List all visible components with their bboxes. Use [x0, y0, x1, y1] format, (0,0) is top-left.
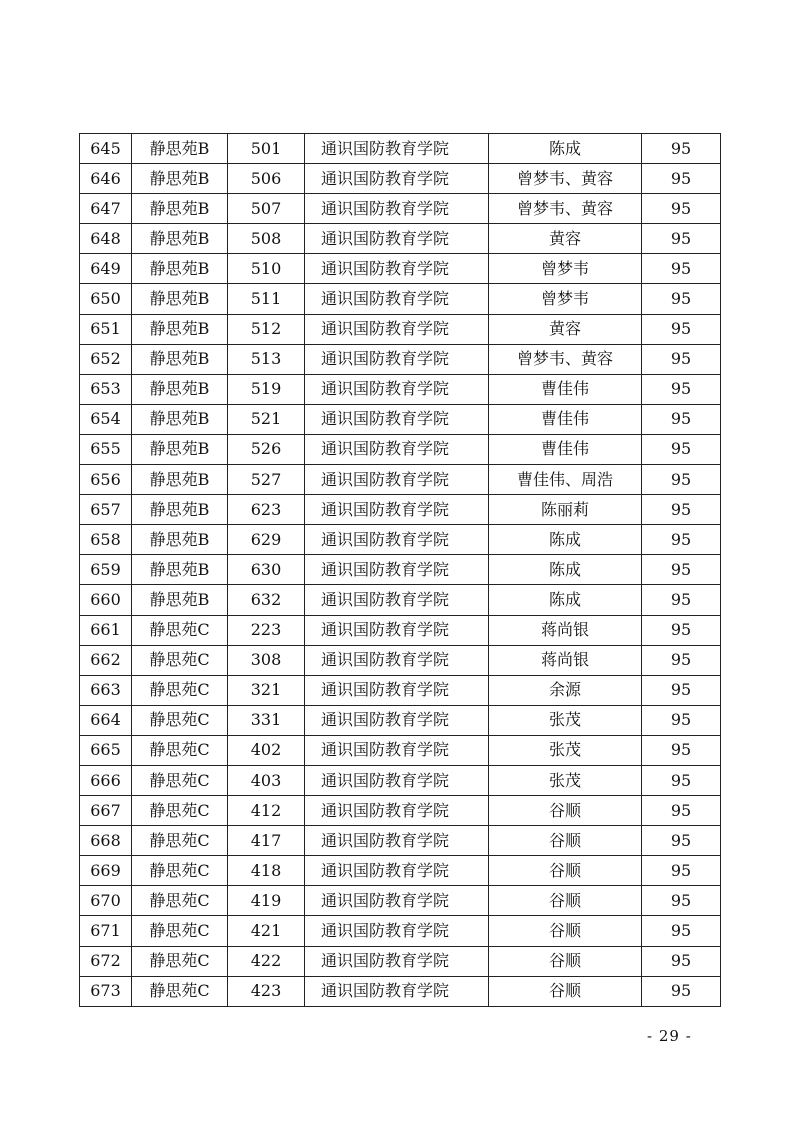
person-cell: 谷顺: [489, 826, 642, 856]
building-cell: 静思苑B: [132, 314, 228, 344]
table-row: [80, 495, 721, 525]
person-cell: 谷顺: [489, 886, 642, 916]
person-cell: 谷顺: [489, 856, 642, 886]
row-number-cell: 650: [80, 284, 132, 314]
college-cell: 通识国防教育学院: [305, 284, 489, 314]
college-cell: 通识国防教育学院: [305, 735, 489, 765]
table-row: [80, 796, 721, 826]
table-row: [80, 916, 721, 946]
building-cell: 静思苑B: [132, 404, 228, 434]
college-cell: 通识国防教育学院: [305, 946, 489, 976]
score-cell: 95: [642, 976, 721, 1006]
table-row: [80, 976, 721, 1006]
building-cell: 静思苑B: [132, 434, 228, 464]
building-cell: 静思苑C: [132, 796, 228, 826]
person-cell: 陈成: [489, 525, 642, 555]
room-cell: 223: [228, 615, 305, 645]
room-cell: 422: [228, 946, 305, 976]
table-body: [80, 134, 721, 1007]
table-row: [80, 735, 721, 765]
score-cell: 95: [642, 164, 721, 194]
row-number-cell: 652: [80, 344, 132, 374]
room-cell: 308: [228, 645, 305, 675]
college-cell: 通识国防教育学院: [305, 344, 489, 374]
person-cell: 曹佳伟: [489, 404, 642, 434]
person-cell: 谷顺: [489, 916, 642, 946]
room-cell: 623: [228, 495, 305, 525]
room-cell: 402: [228, 735, 305, 765]
room-cell: 526: [228, 434, 305, 464]
building-cell: 静思苑B: [132, 374, 228, 404]
table-row: [80, 886, 721, 916]
person-cell: 蒋尚银: [489, 615, 642, 645]
building-cell: 静思苑C: [132, 886, 228, 916]
person-cell: 陈丽莉: [489, 495, 642, 525]
building-cell: 静思苑C: [132, 615, 228, 645]
person-cell: 陈成: [489, 555, 642, 585]
room-cell: 510: [228, 254, 305, 284]
person-cell: 张茂: [489, 765, 642, 795]
person-cell: 曾梦韦: [489, 254, 642, 284]
table-row: [80, 314, 721, 344]
row-number-cell: 668: [80, 826, 132, 856]
row-number-cell: 661: [80, 615, 132, 645]
college-cell: 通识国防教育学院: [305, 645, 489, 675]
building-cell: 静思苑C: [132, 856, 228, 886]
college-cell: 通识国防教育学院: [305, 796, 489, 826]
table-row: [80, 224, 721, 254]
row-number-cell: 666: [80, 765, 132, 795]
room-cell: 501: [228, 134, 305, 164]
score-cell: 95: [642, 615, 721, 645]
person-cell: 曹佳伟: [489, 374, 642, 404]
score-cell: 95: [642, 314, 721, 344]
room-cell: 418: [228, 856, 305, 886]
table-row: [80, 856, 721, 886]
score-cell: 95: [642, 826, 721, 856]
score-cell: 95: [642, 765, 721, 795]
row-number-cell: 664: [80, 705, 132, 735]
college-cell: 通识国防教育学院: [305, 495, 489, 525]
college-cell: 通识国防教育学院: [305, 675, 489, 705]
table-row: [80, 434, 721, 464]
building-cell: 静思苑C: [132, 946, 228, 976]
room-cell: 527: [228, 465, 305, 495]
room-cell: 512: [228, 314, 305, 344]
row-number-cell: 654: [80, 404, 132, 434]
table-row: [80, 615, 721, 645]
college-cell: 通识国防教育学院: [305, 164, 489, 194]
college-cell: 通识国防教育学院: [305, 585, 489, 615]
table-row: [80, 585, 721, 615]
room-cell: 412: [228, 796, 305, 826]
building-cell: 静思苑B: [132, 254, 228, 284]
room-cell: 419: [228, 886, 305, 916]
row-number-cell: 649: [80, 254, 132, 284]
row-number-cell: 645: [80, 134, 132, 164]
score-cell: 95: [642, 856, 721, 886]
person-cell: 曾梦韦、黄容: [489, 194, 642, 224]
row-number-cell: 663: [80, 675, 132, 705]
table-row: [80, 675, 721, 705]
college-cell: 通识国防教育学院: [305, 194, 489, 224]
college-cell: 通识国防教育学院: [305, 615, 489, 645]
row-number-cell: 655: [80, 434, 132, 464]
table-row: [80, 525, 721, 555]
building-cell: 静思苑B: [132, 585, 228, 615]
score-cell: 95: [642, 585, 721, 615]
building-cell: 静思苑C: [132, 705, 228, 735]
room-cell: 629: [228, 525, 305, 555]
score-cell: 95: [642, 705, 721, 735]
table-row: [80, 164, 721, 194]
room-cell: 403: [228, 765, 305, 795]
score-cell: 95: [642, 284, 721, 314]
score-cell: 95: [642, 796, 721, 826]
college-cell: 通识国防教育学院: [305, 134, 489, 164]
table-row: [80, 705, 721, 735]
building-cell: 静思苑C: [132, 976, 228, 1006]
building-cell: 静思苑C: [132, 826, 228, 856]
table-row: [80, 826, 721, 856]
room-cell: 521: [228, 404, 305, 434]
room-cell: 508: [228, 224, 305, 254]
college-cell: 通识国防教育学院: [305, 555, 489, 585]
college-cell: 通识国防教育学院: [305, 705, 489, 735]
building-cell: 静思苑B: [132, 344, 228, 374]
college-cell: 通识国防教育学院: [305, 224, 489, 254]
score-cell: 95: [642, 946, 721, 976]
row-number-cell: 646: [80, 164, 132, 194]
row-number-cell: 657: [80, 495, 132, 525]
score-cell: 95: [642, 886, 721, 916]
building-cell: 静思苑B: [132, 284, 228, 314]
row-number-cell: 673: [80, 976, 132, 1006]
table-row: [80, 946, 721, 976]
dormitory-score-table: [79, 133, 721, 1007]
person-cell: 陈成: [489, 585, 642, 615]
college-cell: 通识国防教育学院: [305, 765, 489, 795]
person-cell: 余源: [489, 675, 642, 705]
college-cell: 通识国防教育学院: [305, 826, 489, 856]
college-cell: 通识国防教育学院: [305, 434, 489, 464]
person-cell: 张茂: [489, 705, 642, 735]
score-cell: 95: [642, 224, 721, 254]
table-row: [80, 254, 721, 284]
room-cell: 507: [228, 194, 305, 224]
building-cell: 静思苑C: [132, 735, 228, 765]
row-number-cell: 648: [80, 224, 132, 254]
row-number-cell: 669: [80, 856, 132, 886]
room-cell: 519: [228, 374, 305, 404]
room-cell: 632: [228, 585, 305, 615]
person-cell: 陈成: [489, 134, 642, 164]
table-row: [80, 645, 721, 675]
college-cell: 通识国防教育学院: [305, 886, 489, 916]
college-cell: 通识国防教育学院: [305, 856, 489, 886]
row-number-cell: 659: [80, 555, 132, 585]
table-row: [80, 404, 721, 434]
person-cell: 曹佳伟: [489, 434, 642, 464]
college-cell: 通识国防教育学院: [305, 374, 489, 404]
score-cell: 95: [642, 465, 721, 495]
table-row: [80, 284, 721, 314]
person-cell: 曾梦韦、黄容: [489, 164, 642, 194]
row-number-cell: 671: [80, 916, 132, 946]
college-cell: 通识国防教育学院: [305, 254, 489, 284]
row-number-cell: 665: [80, 735, 132, 765]
room-cell: 511: [228, 284, 305, 314]
room-cell: 506: [228, 164, 305, 194]
college-cell: 通识国防教育学院: [305, 976, 489, 1006]
building-cell: 静思苑B: [132, 555, 228, 585]
row-number-cell: 667: [80, 796, 132, 826]
score-cell: 95: [642, 735, 721, 765]
person-cell: 蒋尚银: [489, 645, 642, 675]
room-cell: 417: [228, 826, 305, 856]
score-cell: 95: [642, 134, 721, 164]
person-cell: 黄容: [489, 224, 642, 254]
table-row: [80, 374, 721, 404]
row-number-cell: 658: [80, 525, 132, 555]
building-cell: 静思苑C: [132, 645, 228, 675]
dormitory-score-table-container: [79, 133, 715, 1007]
college-cell: 通识国防教育学院: [305, 465, 489, 495]
score-cell: 95: [642, 254, 721, 284]
person-cell: 张茂: [489, 735, 642, 765]
room-cell: 331: [228, 705, 305, 735]
row-number-cell: 656: [80, 465, 132, 495]
building-cell: 静思苑B: [132, 194, 228, 224]
score-cell: 95: [642, 434, 721, 464]
building-cell: 静思苑B: [132, 465, 228, 495]
score-cell: 95: [642, 525, 721, 555]
building-cell: 静思苑B: [132, 164, 228, 194]
row-number-cell: 660: [80, 585, 132, 615]
table-row: [80, 465, 721, 495]
building-cell: 静思苑C: [132, 675, 228, 705]
table-row: [80, 344, 721, 374]
room-cell: 421: [228, 916, 305, 946]
row-number-cell: 651: [80, 314, 132, 344]
building-cell: 静思苑C: [132, 916, 228, 946]
person-cell: 谷顺: [489, 796, 642, 826]
person-cell: 黄容: [489, 314, 642, 344]
score-cell: 95: [642, 675, 721, 705]
score-cell: 95: [642, 555, 721, 585]
score-cell: 95: [642, 374, 721, 404]
person-cell: 曹佳伟、周浩: [489, 465, 642, 495]
table-row: [80, 194, 721, 224]
row-number-cell: 653: [80, 374, 132, 404]
building-cell: 静思苑B: [132, 525, 228, 555]
college-cell: 通识国防教育学院: [305, 314, 489, 344]
building-cell: 静思苑B: [132, 495, 228, 525]
score-cell: 95: [642, 645, 721, 675]
building-cell: 静思苑B: [132, 134, 228, 164]
score-cell: 95: [642, 404, 721, 434]
row-number-cell: 662: [80, 645, 132, 675]
building-cell: 静思苑C: [132, 765, 228, 795]
college-cell: 通识国防教育学院: [305, 525, 489, 555]
page-number: - 29 -: [647, 1027, 692, 1045]
table-row: [80, 134, 721, 164]
row-number-cell: 670: [80, 886, 132, 916]
score-cell: 95: [642, 194, 721, 224]
person-cell: 曾梦韦、黄容: [489, 344, 642, 374]
score-cell: 95: [642, 344, 721, 374]
building-cell: 静思苑B: [132, 224, 228, 254]
college-cell: 通识国防教育学院: [305, 916, 489, 946]
person-cell: 曾梦韦: [489, 284, 642, 314]
table-row: [80, 555, 721, 585]
person-cell: 谷顺: [489, 976, 642, 1006]
row-number-cell: 672: [80, 946, 132, 976]
score-cell: 95: [642, 916, 721, 946]
room-cell: 321: [228, 675, 305, 705]
row-number-cell: 647: [80, 194, 132, 224]
college-cell: 通识国防教育学院: [305, 404, 489, 434]
room-cell: 630: [228, 555, 305, 585]
room-cell: 423: [228, 976, 305, 1006]
person-cell: 谷顺: [489, 946, 642, 976]
score-cell: 95: [642, 495, 721, 525]
room-cell: 513: [228, 344, 305, 374]
table-row: [80, 765, 721, 795]
